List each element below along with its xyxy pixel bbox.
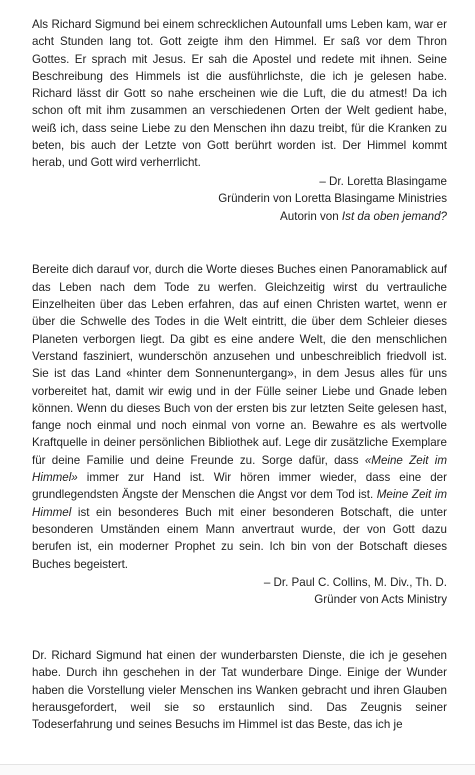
- author-name: – Dr. Loretta Blasingame: [319, 174, 447, 188]
- endorsement-text: Dr. Richard Sigmund hat einen der wunderbarsten Dienste, die ich je gesehen habe. Durch ihn geschehen in der Tat wunderbare Dinge. Einige der Wunder haben die Vorstellung vieler Menschen ins Wanken gebracht und ihren Glauben herausgefordert, weil sie so erstaunlich sind. Das Zeugnis seiner Todeserfahrung und seines Besuchs im Himmel ist das Beste, das ich je: [32, 648, 447, 732]
- author-book-prefix: Autorin von: [280, 209, 342, 223]
- endorsement-sigmund: [32, 647, 447, 733]
- author-role: Gründerin von Loretta Blasingame Ministries: [218, 192, 447, 206]
- text-part: immer zur Hand ist. Wir hören immer wieder, dass eine der grundlegendsten Ängste der Menschen die Angst vor dem Tod ist.: [32, 471, 447, 502]
- attribution: [32, 173, 447, 226]
- text-part: Bereite dich darauf vor, durch die Worte dieses Buches einen Panoramablick auf das Leben nach dem Tode zu werfen. Gleichzeitig wirst du vertrauliche Einzelheiten über das Leben erfahren, das auf einen Christen wartet, wenn er über die Schwelle des Todes in die Welt eintritt, die über dem Schleier dieses Planeten verborgen liegt. Da gibt es eine andere Welt, die den menschlichen Verstand fasziniert, wunderschön anzusehen und unbeschreiblich friedvoll ist. Sie ist das Land «hinter dem Sonnenuntergang», in dem Jesus alles für uns vorbereitet hat, damit wir ewig und in der Fülle seiner Liebe und Gnade leben können. Wenn du dieses Buch von der ersten bis zur letzten Seite gelesen hast, fange noch einmal und noch einmal von vorne an. Bewahre es als wertvolle Kraftquelle in deiner persönlichen Bibliothek auf. Lege dir zusätzliche Exemplare für deine Familie und deine Freunde zu. Sorge dafür, dass: [32, 263, 447, 467]
- endorsement-text: Als Richard Sigmund bei einem schrecklichen Autounfall ums Leben kam, war er acht Stunden lang tot. Gott zeigte ihm den Himmel. Er saß vor dem Thron Gottes. Er sprach mit Jesus. Er sah die Apostel und redete mit ihnen. Seine Beschreibung des Himmels ist die ausführlichste, die ich je gelesen habe. Richard lässt dir Gott so nahe erscheinen wie die Luft, die du atmest! Da ich schon oft mit ihm zusammen an verschiedenen Orten der Welt gedient habe, weiß ich, dass seine Liebe zu den Menschen ihn dazu treibt, für die Kranken zu beten, bis auch der Letzte von Gott berührt worden ist. Der Himmel kommt herab, und Gott wird verherrlicht.: [32, 18, 447, 170]
- book-title: Ist da oben jemand?: [341, 209, 447, 223]
- author-name: – Dr. Paul C. Collins, M. Div., Th. D.: [263, 575, 447, 589]
- attribution: [32, 574, 447, 609]
- page-bottom-edge: [0, 764, 475, 775]
- endorsement-text: [32, 261, 447, 572]
- book-title: «Meine Zeit im Himmel»: [32, 453, 448, 485]
- book-title: Meine Zeit im Himmel: [32, 488, 447, 519]
- author-book: [32, 208, 447, 226]
- author-role: Gründer von Acts Ministry: [314, 593, 447, 607]
- endorsement-loretta: [32, 16, 447, 225]
- text-part: ist ein besonderes Buch mit einer besonderen Botschaft, die unter besonderen Umständen einem Mann anvertraut wurde, der von Gott dazu berufen ist, ein moderner Prophet zu sein. Ich bin von der Botschaft dieses Buches begeistert.: [32, 505, 447, 571]
- endorsement-collins: [32, 261, 447, 609]
